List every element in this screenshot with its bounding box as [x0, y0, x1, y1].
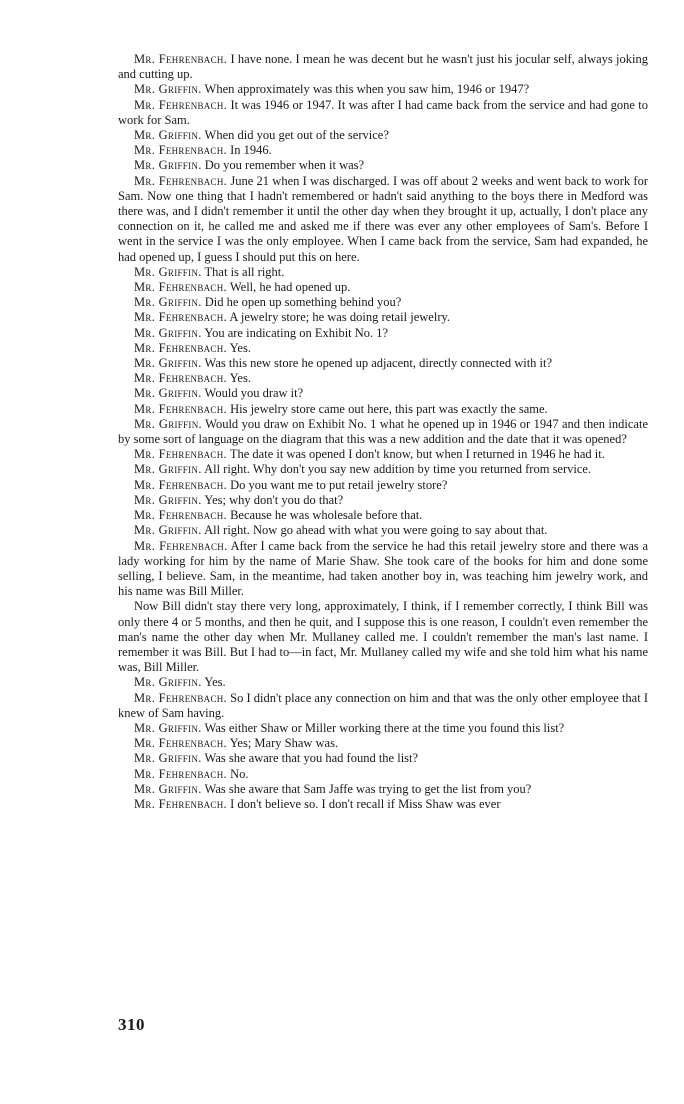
speech-text: Yes.	[229, 340, 251, 355]
speech-text: All right. Why don't you say new addition by time you returned from service.	[204, 462, 592, 477]
transcript-paragraph	[118, 478, 648, 493]
transcript-paragraph	[118, 721, 648, 736]
speaker-name: Mr. Fehrenbach.	[134, 371, 227, 386]
speech-text: Was she aware that Sam Jaffe was trying to get the list from you?	[204, 781, 532, 796]
speech-text: I don't believe so. I don't recall if Miss Shaw was ever	[230, 796, 501, 811]
transcript-paragraph	[118, 782, 648, 797]
speech-text: Would you draw on Exhibit No. 1 what he opened up in 1946 or 1947 and then indicate by some sort of language on the diagram that this was a new addition and the date that it was opened?	[118, 416, 648, 447]
speaker-name: Mr. Fehrenbach.	[134, 477, 227, 492]
transcript-paragraph	[118, 371, 648, 386]
transcript-paragraph	[118, 599, 648, 675]
speaker-name: Mr. Fehrenbach.	[134, 508, 227, 523]
speaker-name: Mr. Griffin.	[134, 325, 202, 340]
speech-text: So I didn't place any connection on him and that was the only other employee that I knew of Sam having.	[118, 690, 649, 720]
speech-text: Yes.	[229, 371, 251, 386]
speaker-name: Mr. Fehrenbach.	[134, 97, 228, 112]
transcript-paragraph	[118, 295, 648, 310]
transcript-paragraph	[118, 310, 648, 325]
speech-text: You are indicating on Exhibit No. 1?	[204, 325, 389, 340]
speaker-name: Mr. Fehrenbach.	[134, 796, 227, 811]
transcript-paragraph	[118, 174, 648, 265]
transcript-paragraph	[118, 143, 648, 158]
speaker-name: Mr. Griffin.	[134, 781, 202, 796]
speech-text: Because he was wholesale before that.	[230, 508, 423, 523]
speech-text: After I came back from the service he had this retail jewelry store and there was a lady working for him by the name of Marie Shaw. She took care of the books for him and done some selling, I believe. Sam, in the meantime, had taken another boy in, was teaching him jewelry work, and his name was Bill Miller.	[118, 538, 648, 599]
speech-text: Do you want me to put retail jewelry store?	[230, 477, 448, 492]
speaker-name: Mr. Griffin.	[134, 158, 202, 173]
transcript-paragraph	[118, 417, 648, 447]
transcript-paragraph	[118, 52, 648, 82]
speaker-name: Mr. Fehrenbach.	[134, 538, 228, 553]
speech-text: In 1946.	[230, 143, 272, 158]
speaker-name: Mr. Fehrenbach.	[134, 447, 227, 462]
speech-text: Yes.	[204, 675, 226, 690]
transcript-paragraph	[118, 158, 648, 173]
speech-text: Yes; Mary Shaw was.	[229, 736, 339, 751]
speech-text: The date it was opened I don't know, but when I returned in 1946 he had it.	[229, 447, 605, 462]
speaker-name: Mr. Griffin.	[134, 82, 202, 97]
speech-text: When approximately was this when you saw him, 1946 or 1947?	[204, 82, 530, 97]
speaker-name: Mr. Fehrenbach.	[134, 736, 227, 751]
transcript-paragraph	[118, 128, 648, 143]
transcript-paragraph	[118, 508, 648, 523]
speaker-name: Mr. Fehrenbach.	[134, 690, 227, 705]
transcript-paragraph	[118, 326, 648, 341]
speaker-name: Mr. Fehrenbach.	[134, 340, 227, 355]
speech-text: Was either Shaw or Miller working there at the time you found this list?	[204, 720, 565, 735]
speech-text: Was this new store he opened up adjacent, directly connected with it?	[204, 356, 553, 371]
transcript-paragraph	[118, 767, 648, 782]
transcript-paragraph	[118, 356, 648, 371]
speech-text: All right. Now go ahead with what you were going to say about that.	[204, 523, 548, 538]
speech-text: No.	[230, 766, 249, 781]
speaker-name: Mr. Fehrenbach.	[134, 401, 227, 416]
transcript-paragraph	[118, 82, 648, 97]
transcript-paragraph	[118, 675, 648, 690]
transcript-paragraph	[118, 386, 648, 401]
speaker-name: Mr. Fehrenbach.	[134, 52, 228, 66]
speaker-name: Mr. Griffin.	[134, 264, 202, 279]
transcript-paragraph	[118, 447, 648, 462]
transcript-paragraph	[118, 736, 648, 751]
speech-text: Do you remember when it was?	[204, 158, 365, 173]
speech-text: That is all right.	[204, 264, 285, 279]
speech-text: Did he open up something behind you?	[204, 295, 402, 310]
speech-text: His jewelry store came out here, this part was exactly the same.	[230, 401, 548, 416]
transcript-paragraph	[118, 539, 648, 600]
speech-text: Would you draw it?	[204, 386, 304, 401]
transcript-paragraph	[118, 523, 648, 538]
speaker-name: Mr. Griffin.	[134, 462, 202, 477]
page-number: 310	[118, 1015, 145, 1034]
testimony-text	[118, 52, 648, 812]
speech-text: Yes; why don't you do that?	[204, 492, 344, 507]
transcript-paragraph	[118, 691, 648, 721]
speech-text: It was 1946 or 1947. It was after I had came back from the service and had gone to work for Sam.	[118, 97, 649, 127]
transcript-paragraph	[118, 265, 648, 280]
speech-text: June 21 when I was discharged. I was off about 2 weeks and went back to work for Sam. Now one thing that I hadn't remembered or hadn't said anything to the boys there in Medford was there was, and I didn't remember it until the other day when they brought it up, actually, I don't place any connection on it, he called me and asked me if there was ever any other employees of Sam's. Before I went in the service I was the only employee. When I came back from the service, Sam had expanded, he had opened up, I guess I should put this on here.	[118, 173, 649, 264]
speech-text: Was she aware that you had found the list?	[204, 751, 419, 766]
speaker-name: Mr. Fehrenbach.	[134, 766, 227, 781]
speaker-name: Mr. Griffin.	[134, 295, 202, 310]
speaker-name: Mr. Griffin.	[134, 386, 202, 401]
transcript-paragraph	[118, 493, 648, 508]
speech-text: I have none. I mean he was decent but he wasn't just his jocular self, always joking and cutting up.	[118, 52, 649, 82]
speech-text: Now Bill didn't stay there very long, approximately, I think, if I remember correctly, I think Bill was only there 4 or 5 months, and then he quit, and I suppose this is one reason, I couldn't even remember the man's name the other day when Mr. Mullaney called me. I couldn't remember the man's last name. I remember it was Bill. But I had to—in fact, Mr. Mullaney called my wife and she told him what his name was, Bill Miller.	[118, 599, 648, 675]
speaker-name: Mr. Griffin.	[134, 751, 202, 766]
speaker-name: Mr. Fehrenbach.	[134, 280, 227, 295]
transcript-paragraph	[118, 797, 648, 812]
speaker-name: Mr. Griffin.	[134, 675, 202, 690]
speaker-name: Mr. Griffin.	[134, 416, 202, 431]
speaker-name: Mr. Griffin.	[134, 720, 202, 735]
speaker-name: Mr. Griffin.	[134, 128, 202, 143]
speaker-name: Mr. Fehrenbach.	[134, 173, 228, 188]
speech-text: When did you get out of the service?	[204, 128, 389, 143]
transcript-paragraph	[118, 280, 648, 295]
transcript-paragraph	[118, 751, 648, 766]
transcript-paragraph	[118, 462, 648, 477]
speaker-name: Mr. Fehrenbach.	[134, 143, 227, 158]
speaker-name: Mr. Fehrenbach.	[134, 310, 227, 325]
speaker-name: Mr. Griffin.	[134, 492, 202, 507]
transcript-paragraph	[118, 402, 648, 417]
transcript-paragraph	[118, 341, 648, 356]
speech-text: Well, he had opened up.	[229, 280, 351, 295]
speech-text: A jewelry store; he was doing retail jewelry.	[229, 310, 451, 325]
speaker-name: Mr. Griffin.	[134, 356, 202, 371]
speaker-name: Mr. Griffin.	[134, 523, 202, 538]
transcript-paragraph	[118, 98, 648, 128]
